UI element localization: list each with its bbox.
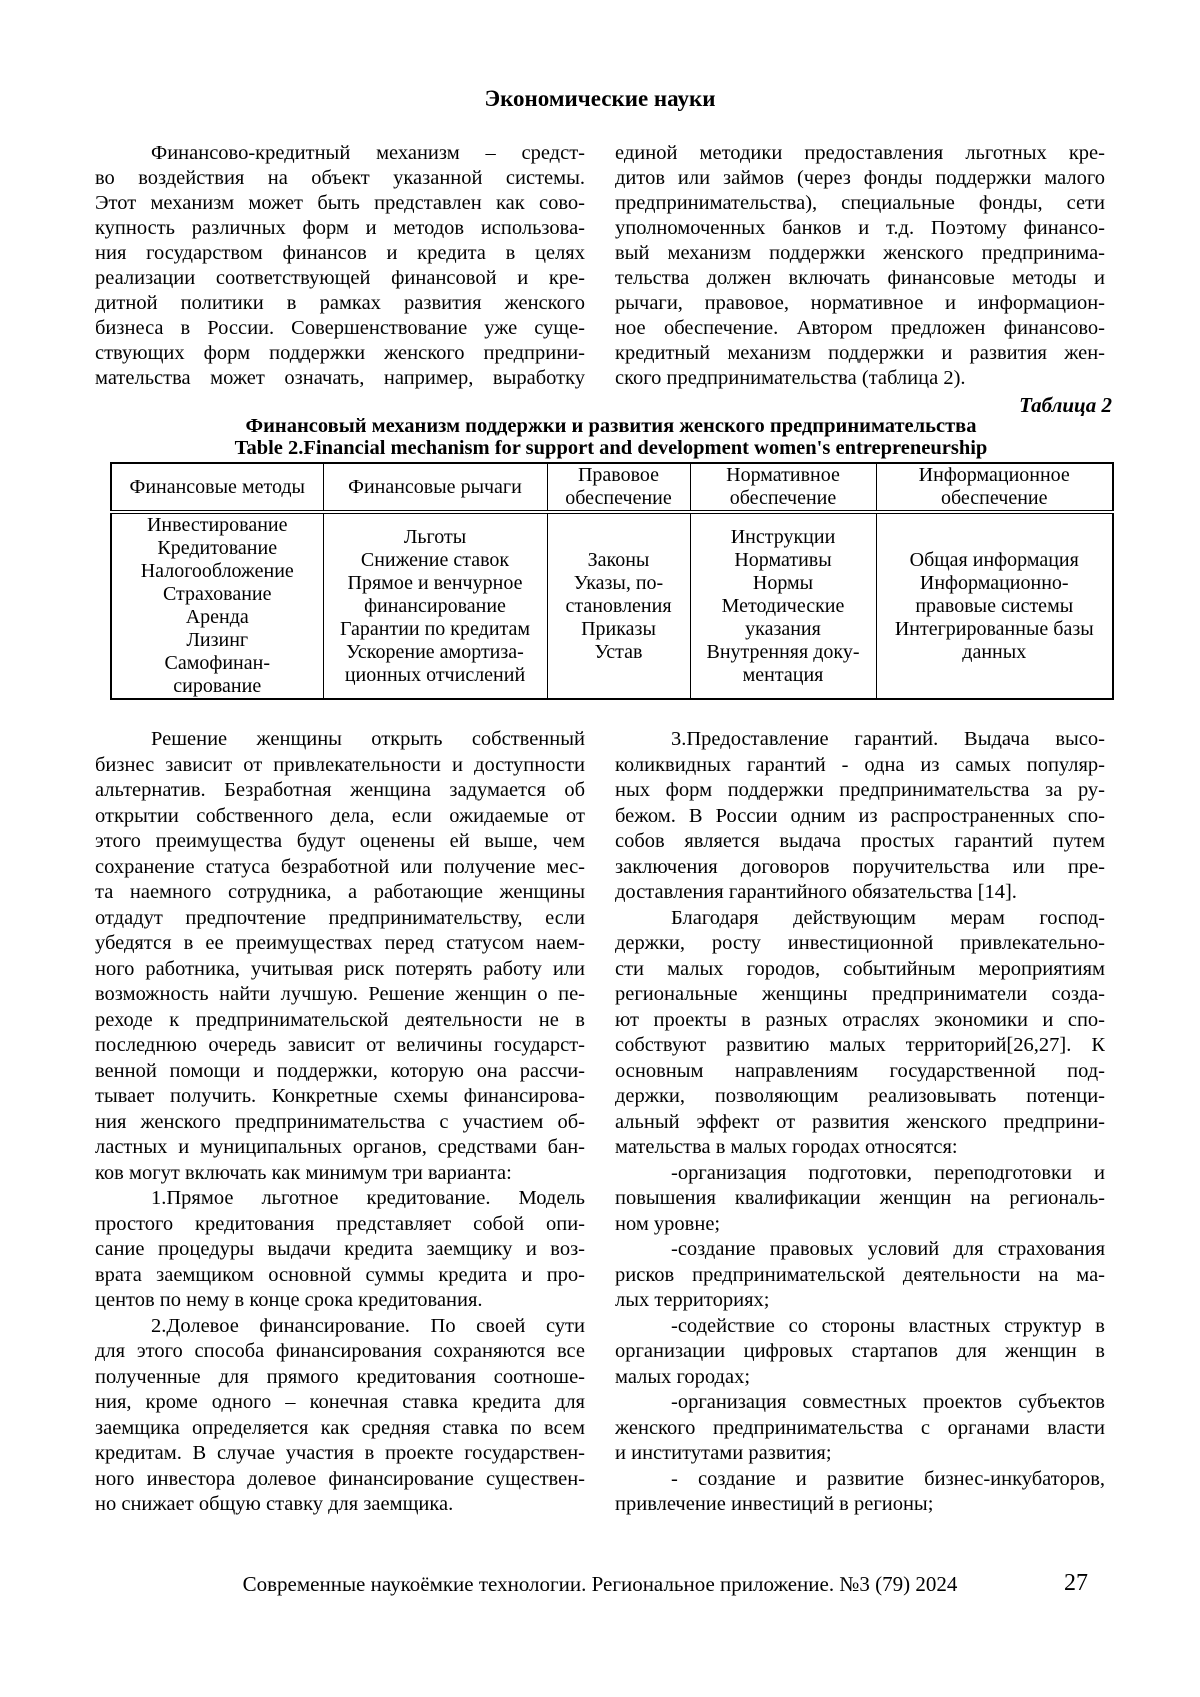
- text-line: этого преимущества будут оценены ей выше, чем: [95, 830, 585, 852]
- text-line: собствуют развитию малых территорий[26,27]. К: [615, 1034, 1105, 1056]
- table-header-row: [111, 463, 1113, 512]
- text-line: отдадут предпочтение предпринимательству, если: [95, 906, 585, 929]
- table-line: ционных отчислений: [344, 663, 526, 686]
- text-line: Решение женщины открыть собственный: [151, 728, 585, 750]
- text-line: ского предпринимательства (таблица 2).: [615, 367, 966, 389]
- table-line: Снижение ставок: [360, 548, 510, 571]
- table-line: Приказы: [581, 617, 656, 640]
- table-line: Кредитование: [157, 537, 278, 559]
- text-line: бизнес зависит от привлекательности и доступности: [95, 753, 585, 776]
- text-line: возможность найти лучшую. Решение женщин о пе-: [95, 983, 585, 1005]
- table-row: [111, 512, 1113, 699]
- text-line: реализации соответствующей финансовой и кре-: [95, 267, 585, 289]
- text-line: ния государством финансов и кредита в целях: [95, 242, 585, 264]
- table-cell-information-support: [876, 512, 1113, 699]
- table-line: обеспечение: [941, 487, 1048, 509]
- table-line: Финансовые рычаги: [348, 475, 522, 498]
- table-header-cell-legal-support: [547, 463, 690, 512]
- text-line: открытии собственного дела, если ожидаемые от: [95, 804, 585, 827]
- text-line: ластных и муниципальных органов, средствами бан-: [95, 1136, 585, 1158]
- text-line: предпринимательства), специальные фонды, сети: [615, 192, 1105, 214]
- text-line: держки, росту инвестиционной привлекательно-: [615, 932, 1105, 954]
- text-line: единой методики предоставления льготных кре-: [615, 142, 1105, 164]
- text-line: повышения квалификации женщин на региональ-: [615, 1187, 1105, 1209]
- table-line: данных: [962, 640, 1027, 663]
- text-line: ют проекты в разных отраслях экономики и спо-: [615, 1008, 1105, 1031]
- text-line: купность различных форм и методов использова-: [95, 217, 585, 239]
- text-line: убедятся в ее преимуществах перед статусом наем-: [95, 932, 585, 954]
- text-line: реходе к предпринимательской деятельности не в: [95, 1008, 585, 1031]
- table-line: Налогообложение: [140, 560, 294, 582]
- text-line: бизнеса в России. Совершенствование уже суще-: [95, 317, 585, 339]
- table-line: Аренда: [185, 606, 249, 628]
- table-header-cell-financial-methods: [111, 463, 323, 512]
- table-line: обеспечение: [565, 487, 672, 509]
- table-line: Интегрированные базы: [894, 617, 1094, 640]
- text-line: женского предпринимательства с органами власти: [615, 1416, 1105, 1439]
- body-column-left: [95, 727, 585, 1518]
- text-line: но снижает общую ставку для заемщика.: [95, 1493, 454, 1515]
- text-line: врата заемщиком основной суммы кредита и про-: [95, 1263, 585, 1286]
- text-line: сание процедуры выдачи кредита заемщику и воз-: [95, 1238, 585, 1260]
- text-line: тельства должен включать финансовые методы и: [615, 267, 1105, 289]
- table-line: Прямое и венчурное: [347, 571, 523, 594]
- text-line: собов является выдача простых гарантий путем: [615, 830, 1105, 852]
- text-line: сохранение статуса безработной или получение мес-: [95, 855, 585, 878]
- table-line: ментация: [742, 663, 824, 686]
- text-line: лых территориях;: [615, 1289, 770, 1311]
- text-line: кредитам. В случае участия в проекте государствен-: [95, 1442, 585, 1464]
- text-line: региональные женщины предприниматели созда-: [615, 983, 1105, 1005]
- table-header-cell-information-support: [876, 463, 1113, 512]
- table-line: Инвестирование: [146, 514, 288, 536]
- table-line: Устав: [594, 640, 643, 663]
- table-line: Нормативы: [734, 548, 832, 571]
- text-line: ствующих форм поддержки женского предприни-: [95, 342, 585, 364]
- table-label: Таблица 2: [1019, 393, 1112, 417]
- table-title-ru: Финансовый механизм поддержки и развития женского предпринимательства: [245, 415, 977, 437]
- section-heading: Экономические науки: [484, 86, 716, 111]
- table-line: обеспечение: [729, 487, 837, 509]
- table-cell-normative-support: [690, 512, 876, 699]
- text-line: бежом. В России одним из распространенных спо-: [615, 804, 1105, 827]
- table-cell-legal-support: [547, 512, 690, 699]
- text-line: рычаги, правовое, нормативное и информацион-: [615, 292, 1105, 314]
- text-line: заключения договоров поручительства или пре-: [615, 855, 1105, 878]
- text-line: для этого способа финансирования сохраняются все: [95, 1340, 585, 1362]
- table-line: Нормы: [752, 571, 814, 594]
- table-line: Льготы: [403, 525, 467, 548]
- table-line: Общая информация: [909, 548, 1079, 571]
- table-line: Внутренняя доку-: [706, 640, 860, 663]
- text-line: коликвидных гарантий - одна из самых популяр-: [615, 753, 1105, 776]
- text-line: Финансово-кредитный механизм – средст-: [151, 142, 585, 164]
- table-line: Страхование: [162, 583, 272, 605]
- table-line: сирование: [173, 675, 262, 697]
- table-line: Гарантии по кредитам: [339, 617, 531, 640]
- table-line: Информационно-: [919, 571, 1069, 594]
- text-line: вый механизм поддержки женского предпринима-: [615, 242, 1105, 264]
- text-line: мательства в малых городах относятся:: [615, 1136, 958, 1158]
- table-header-cell-normative-support: [690, 463, 876, 512]
- text-line: дитной политики в рамках развития женского: [95, 292, 585, 314]
- page-number: 27: [1064, 1570, 1088, 1596]
- text-line: уполномоченных банков и т.д. Поэтому финансо-: [615, 217, 1105, 239]
- text-line: кредитный механизм поддержки и развития жен-: [615, 342, 1105, 364]
- text-line: Благодаря действующим мерам господ-: [671, 906, 1105, 929]
- text-line: центов по нему в конце срока кредитования.: [95, 1289, 483, 1311]
- text-line: альный эффект от развития женского предприни-: [615, 1110, 1105, 1133]
- text-line: основным направлениям государственной под-: [615, 1059, 1105, 1082]
- table-line: указания: [745, 617, 821, 640]
- text-line: держки, позволяющим реализовывать потенци-: [615, 1085, 1105, 1107]
- text-line: и институтами развития;: [615, 1442, 832, 1464]
- table-line: Указы, по-: [573, 571, 664, 594]
- table-line: правовые системы: [915, 594, 1074, 617]
- text-line: тывает получить. Конкретные схемы финансирова-: [95, 1085, 585, 1107]
- text-line: -содействие со стороны властных структур в: [671, 1314, 1105, 1337]
- table-header-cell-financial-levers: [323, 463, 547, 512]
- text-line: альтернатив. Безработная женщина задумается об: [95, 779, 585, 801]
- table-line: Инструкции: [730, 525, 836, 548]
- text-line: Этот механизм может быть представлен как сово-: [95, 192, 585, 214]
- table-line: Правовое: [577, 464, 660, 486]
- table-cell-financial-methods: [111, 512, 323, 699]
- text-line: ния, кроме одного – конечная ставка кредита для: [95, 1391, 585, 1413]
- table-line: Финансовые методы: [129, 475, 305, 498]
- text-line: - создание и развитие бизнес-инкубаторов,: [671, 1467, 1105, 1490]
- text-line: последнюю очередь зависит от величины государст-: [95, 1034, 585, 1056]
- table-line: Лизинг: [186, 629, 249, 651]
- text-line: организации цифровых стартапов для женщин в: [615, 1340, 1105, 1362]
- table-line: Законы: [587, 548, 650, 571]
- text-line: сти малых городов, событийным мероприятиям: [615, 957, 1105, 980]
- table-line: становления: [565, 594, 672, 617]
- table-line: Самофинан-: [164, 652, 270, 674]
- text-line: ных форм поддержки предпринимательства за ру-: [615, 779, 1105, 801]
- text-line: -создание правовых условий для страхования: [671, 1238, 1105, 1260]
- text-line: та наемного сотрудника, а работающие женщины: [95, 881, 585, 903]
- text-line: ного инвестора долевое финансирование существен-: [95, 1467, 585, 1490]
- table-line: финансирование: [364, 594, 506, 617]
- text-line: ном уровне;: [615, 1212, 721, 1235]
- financial-mechanism-table: [110, 462, 1114, 700]
- text-line: доставления гарантийного обязательства [14].: [615, 881, 1017, 903]
- text-line: полученные для прямого кредитования соотноше-: [95, 1365, 585, 1388]
- footer-journal-line: Современные наукоёмкие технологии. Региональное приложение. №3 (79) 2024: [242, 1572, 958, 1596]
- text-line: дитов или займов (через фонды поддержки малого: [615, 167, 1105, 189]
- table-line: Информационное: [918, 464, 1070, 486]
- text-line: привлечение инвестиций в регионы;: [615, 1493, 934, 1515]
- text-line: -организация совместных проектов субъектов: [671, 1391, 1105, 1413]
- text-line: венной помощи и поддержки, которую она рассчи-: [95, 1059, 585, 1082]
- text-line: мательства может означать, например, выработку: [95, 367, 585, 389]
- intro-column-right: [615, 141, 1105, 391]
- text-line: простого кредитования представляет собой опи-: [95, 1212, 585, 1235]
- text-line: 2.Долевое финансирование. По своей сути: [151, 1314, 585, 1337]
- table-line: Ускорение амортиза-: [346, 640, 524, 663]
- text-line: 3.Предоставление гарантий. Выдача высо-: [671, 728, 1105, 750]
- text-line: ного работника, учитывая риск потерять работу или: [95, 957, 585, 980]
- table-cell-financial-levers: [323, 512, 547, 699]
- table-title-en: Table 2.Financial mechanism for support and development women's entrepreneurship: [234, 437, 988, 459]
- intro-column-left: [95, 141, 585, 391]
- text-line: заемщика определяется как средняя ставка по всем: [95, 1416, 585, 1439]
- text-line: ков могут включать как минимум три варианта:: [95, 1161, 512, 1184]
- body-column-right: [615, 727, 1105, 1518]
- table-line: Методические: [721, 594, 845, 617]
- text-line: ное обеспечение. Автором предложен финансово-: [615, 317, 1105, 339]
- text-line: малых городах;: [615, 1365, 751, 1388]
- text-line: ния женского предпринимательства с участием об-: [95, 1110, 585, 1133]
- text-line: рисков предпринимательской деятельности на ма-: [615, 1263, 1105, 1286]
- text-line: -организация подготовки, переподготовки и: [671, 1161, 1105, 1184]
- text-line: 1.Прямое льготное кредитование. Модель: [151, 1187, 585, 1209]
- table-line: Нормативное: [726, 464, 840, 486]
- text-line: во воздействия на объект указанной системы.: [95, 167, 585, 189]
